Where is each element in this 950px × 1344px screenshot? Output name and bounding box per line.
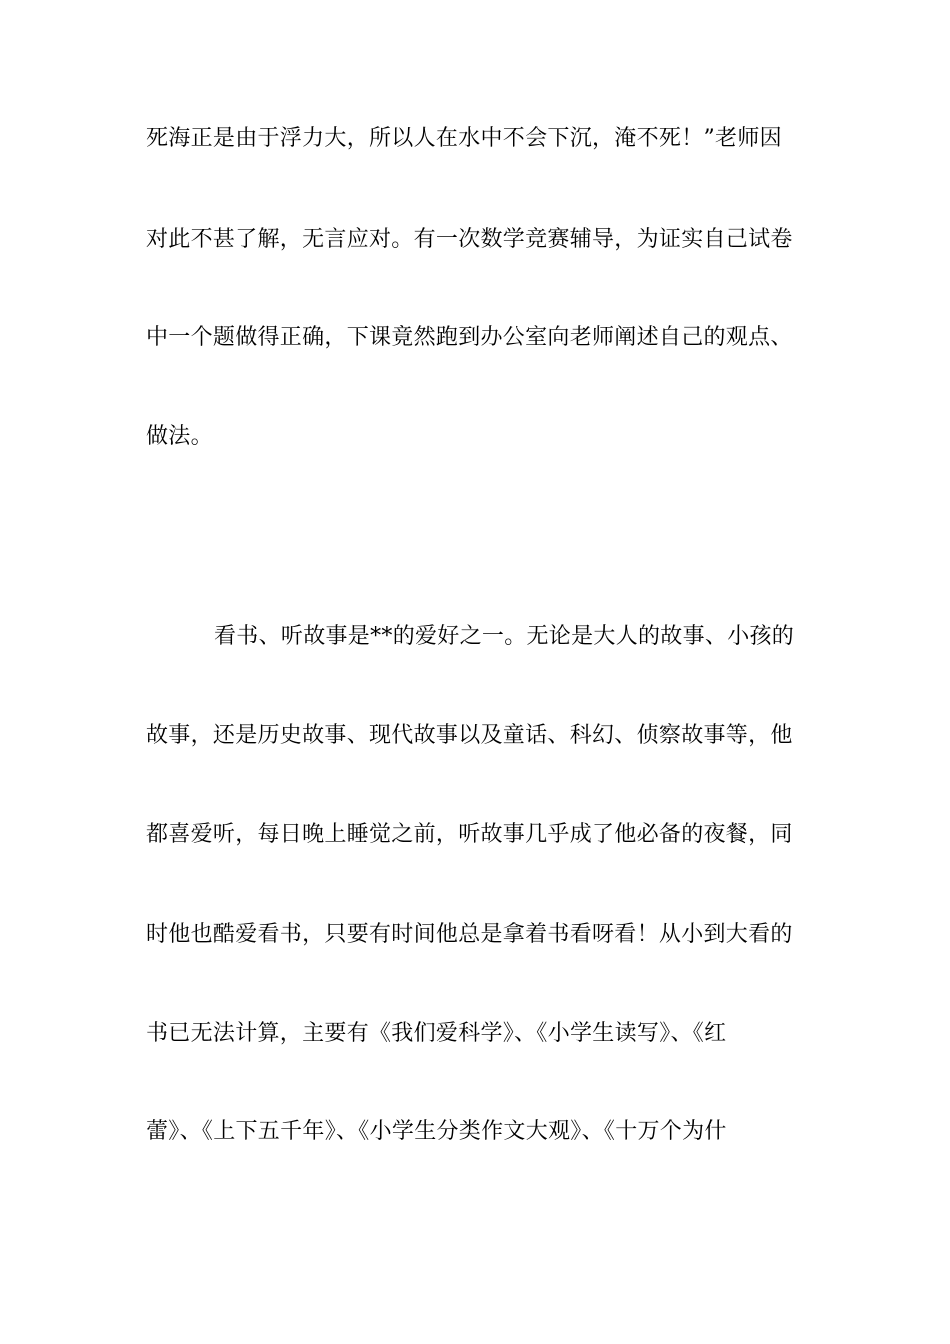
text-line: 做法。 (146, 424, 213, 449)
text-line: 时他也酷爱看书，只要有时间他总是拿着书看呀看！从小到大看的 (146, 922, 793, 947)
text-line: 故事，还是历史故事、现代故事以及童话、科幻、侦察故事等，他 (146, 723, 793, 748)
text-line: 中一个题做得正确，下课竟然跑到办公室向老师阐述自己的观点、 (146, 325, 793, 350)
text-line: 看书、听故事是**的爱好之一。无论是大人的故事、小孩的 (214, 624, 795, 649)
text-line: 对此不甚了解，无言应对。有一次数学竞赛辅导，为证实自己试卷 (146, 227, 793, 252)
text-line: 书已无法计算，主要有《我们爱科学》、《小学生读写》、《红 (146, 1021, 727, 1046)
text-line: 蕾》、《上下五千年》、《小学生分类作文大观》、《十万个为什 (146, 1119, 727, 1144)
text-line: 死海正是由于浮力大，所以人在水中不会下沉，淹不死！”老师因 (146, 126, 782, 151)
text-line: 都喜爱听，每日晚上睡觉之前，听故事几乎成了他必备的夜餐，同 (146, 822, 793, 847)
